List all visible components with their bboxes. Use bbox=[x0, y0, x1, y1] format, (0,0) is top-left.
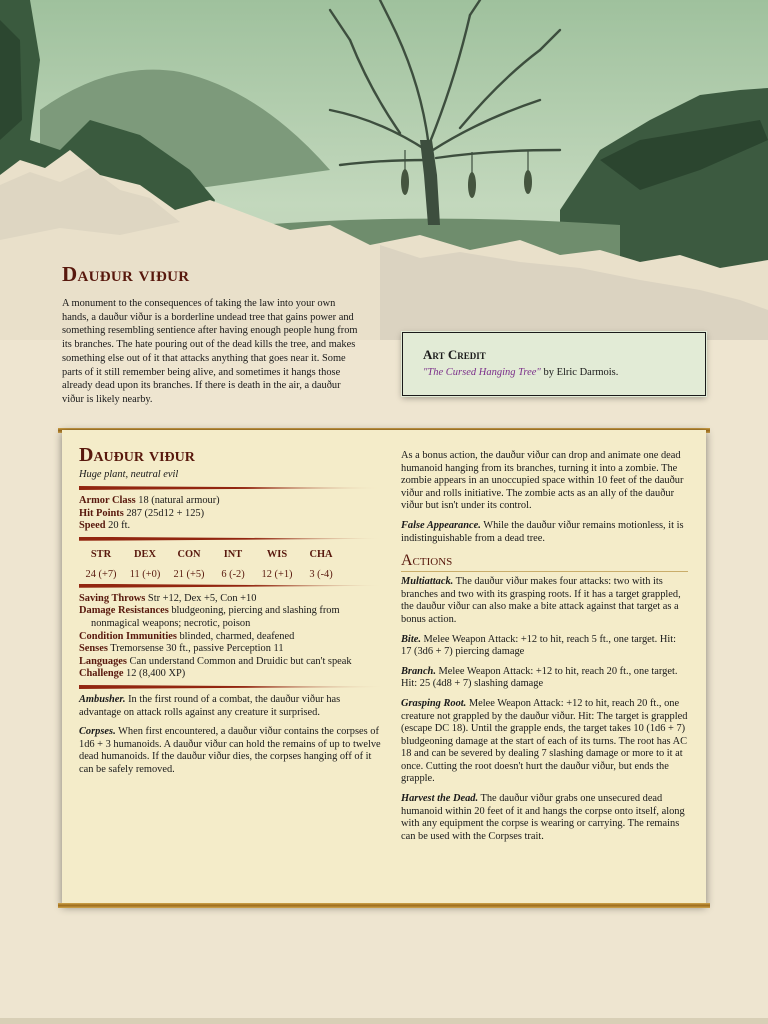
hit-points: Hit Points 287 (25d12 + 125) bbox=[79, 507, 205, 519]
challenge: Challenge 12 (8,400 XP) bbox=[79, 668, 186, 680]
senses: Senses Tremorsense 30 ft., passive Perception 11 bbox=[79, 643, 284, 655]
condition-immunities: Condition Immunities blinded, charmed, deafened bbox=[79, 630, 295, 642]
actions-heading: Actions bbox=[401, 552, 688, 572]
statblock-bottom-bar bbox=[58, 903, 710, 908]
statblock-right-column bbox=[401, 450, 688, 850]
action-multiattack: Multiattack. The dauður viður makes four attacks: two with its branches and two with its grasping roots. If it has a target grappled, the dauður viður can also make a bite attack against that target as a bonus action. bbox=[401, 576, 681, 625]
languages: Languages Can understand Common and Druidic but can't speak bbox=[79, 655, 352, 667]
action-grasping-root: Grasping Root. Melee Weapon Attack: +12 to hit, reach 20 ft., one creature not grappled by the dauður viður. Hit: The target is grappled (escape DC 18). Until the grapple ends, the target takes 10 (1d6 + 7) bludgeoning damage at the start of each of its turns. The root has AC 18 and can be severed by dealing 7 slashing damage or more to it at once. Cutting the root doesn't hurt the dauður viður, but ends the grapple. bbox=[401, 697, 688, 785]
statblock bbox=[62, 430, 706, 905]
art-credit-box bbox=[402, 332, 706, 396]
action-harvest-the-dead: Harvest the Dead. The dauður viður grabs one unsecured dead humanoid within 20 feet of it and hangs the corpse onto itself, along with any equipment the corpse is wearing or carrying. The remains can be used with the Corpses trait. bbox=[401, 793, 685, 842]
action-bite: Bite. Melee Weapon Attack: +12 to hit, reach 5 ft., one target. Hit: 17 (3d6 + 7) piercing damage bbox=[401, 633, 677, 658]
ability-str: STR 24 (+7) bbox=[85, 548, 117, 580]
art-credit-artist: by Elric Darmois. bbox=[540, 367, 619, 378]
trait-ambusher: Ambusher. In the first round of a combat, the dauður viður has advantage on attack rolls against any creature it surprised. bbox=[79, 693, 341, 718]
art-credit-title: Art Credit bbox=[423, 347, 486, 362]
ability-int: INT 6 (-2) bbox=[221, 548, 245, 580]
ability-scores bbox=[79, 549, 383, 580]
intro-section bbox=[62, 262, 362, 407]
damage-resistances: Damage Resistances bludgeoning, piercing and slashing from nonmagical weapons; necrotic, poison bbox=[79, 605, 340, 629]
art-credit-line bbox=[423, 367, 618, 378]
divider bbox=[79, 486, 383, 490]
statblock-left-column bbox=[79, 444, 383, 784]
statblock-type: Huge plant, neutral evil bbox=[79, 469, 179, 480]
ability-wis: WIS 12 (+1) bbox=[261, 548, 293, 580]
statblock-name: Dauður viður bbox=[79, 444, 195, 466]
ability-dex: DEX 11 (+0) bbox=[129, 548, 161, 580]
trait-bonus-zombie: As a bonus action, the dauður viður can drop and animate one dead humanoid hanging from its branches, turning it into a zombie. The zombie appears in an unoccupied space within 10 feet of the dauður viður and rolls initiative. The zombie acts as an ally of the dauður viður but isn't under its control. bbox=[401, 450, 684, 512]
divider bbox=[79, 584, 383, 588]
divider bbox=[79, 537, 383, 541]
intro-title: Dauður viður bbox=[62, 262, 190, 286]
trait-false-appearance: False Appearance. While the dauður viður remains motionless, it is indistinguishable from a dead tree. bbox=[401, 519, 684, 544]
page-footer bbox=[0, 1018, 768, 1024]
ability-cha: CHA 3 (-4) bbox=[309, 548, 333, 580]
armor-class: Armor Class 18 (natural armour) bbox=[79, 495, 220, 506]
intro-description: A monument to the consequences of taking the law into your own hands, a dauður viður is a borderline undead tree that gains power and something resembling sentience after having enough people hung from its branches. The hate pouring out of the dead kills the tree, and makes something else out of it that attacks anything that goes near it. Some parts of it still remember being alive, and sometimes it hangs those already dead upon its branches. If there is death in the air, a dauður viður is likely nearby. bbox=[62, 298, 358, 405]
action-branch: Branch. Melee Weapon Attack: +12 to hit, reach 20 ft., one target. Hit: 25 (4d8 + 7) slashing damage bbox=[401, 665, 678, 690]
ability-con: CON 21 (+5) bbox=[173, 548, 205, 580]
speed: Speed 20 ft. bbox=[79, 520, 131, 532]
trait-corpses: Corpses. When first encountered, a dauður viður contains the corpses of 1d6 + 3 humanoids. A dauður viður can hold the remains of up to twelve dead humanoids. If the dauður viður dies, the corpses hanging off of it can be safely removed. bbox=[79, 726, 381, 775]
art-credit-work: "The Cursed Hanging Tree" bbox=[423, 367, 541, 378]
saving-throws: Saving Throws Str +12, Dex +5, Con +10 bbox=[79, 592, 257, 604]
divider bbox=[79, 685, 383, 689]
